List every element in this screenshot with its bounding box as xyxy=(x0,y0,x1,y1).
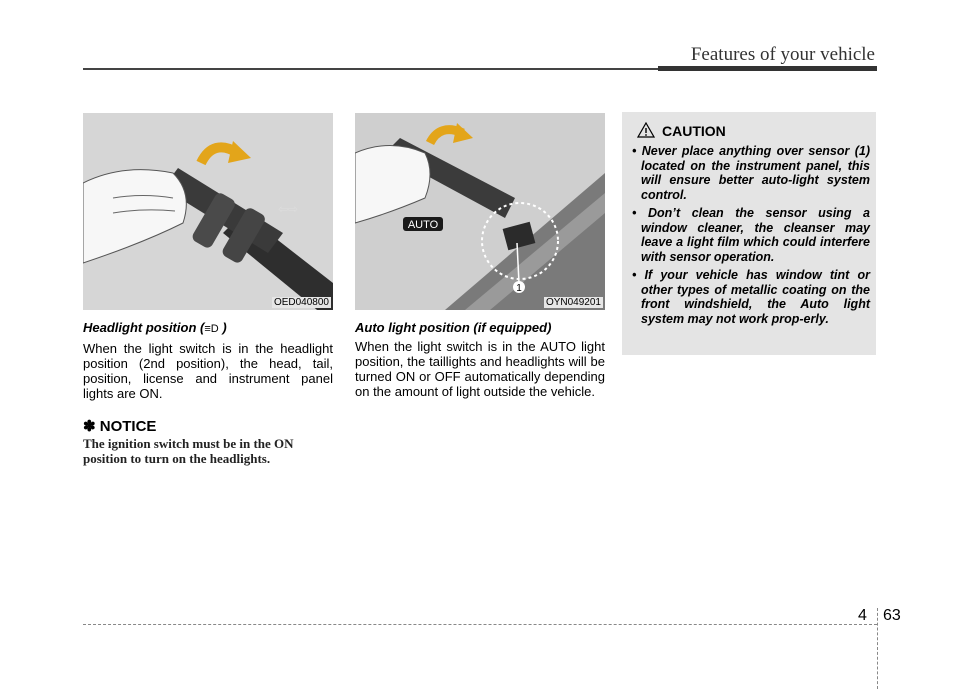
auto-label: AUTO xyxy=(407,219,439,231)
warning-triangle-icon xyxy=(637,122,655,138)
page-number: 63 xyxy=(883,607,901,624)
headlight-subheading: Headlight position (≡D ) xyxy=(83,320,227,335)
chapter-number: 4 xyxy=(858,607,867,624)
svg-text:⇦⇨: ⇦⇨ xyxy=(278,202,299,216)
auto-light-illustration xyxy=(355,113,605,310)
auto-light-figure xyxy=(355,113,605,310)
auto-light-subheading: Auto light position (if equipped) xyxy=(355,320,552,335)
page-separator xyxy=(877,608,878,689)
sensor-callout-number: 1 xyxy=(516,283,522,294)
caution-item: • Don’t clean the sensor using a window cleaner, the cleanser may leave a light film which could interfere with sensor operation. xyxy=(632,206,870,264)
running-header: Features of your vehicle xyxy=(690,44,875,65)
headlight-switch-figure xyxy=(83,113,333,310)
notice-text: The ignition switch must be in the ON position to turn on the headlights. xyxy=(83,436,294,466)
figure-code: OED040800 xyxy=(273,297,329,308)
headlight-paragraph: When the light switch is in the headlight position (2nd position), the head, tail, position, license and instrument panel lights are ON. xyxy=(83,341,333,401)
middle-column xyxy=(355,320,605,399)
auto-light-paragraph: When the light switch is in the AUTO light position, the taillights and headlights will be turned ON or OFF automatically depending on the amount of light outside the vehicle. xyxy=(355,339,605,399)
caution-box xyxy=(622,112,876,355)
footer-rule xyxy=(83,624,877,625)
caution-list xyxy=(630,144,870,330)
caution-title: CAUTION xyxy=(662,123,726,139)
notice-heading: ✽ NOTICE xyxy=(83,418,157,435)
header-rule-accent xyxy=(658,66,877,71)
caution-item: • Never place anything over sensor (1) located on the instrument panel, this will ensure better auto-light system control. xyxy=(632,144,870,202)
figure-code: OYN049201 xyxy=(545,297,601,308)
light-switch-illustration xyxy=(83,113,333,310)
headlight-icon: ≡D xyxy=(204,323,219,335)
left-column xyxy=(83,320,333,466)
caution-item: • If your vehicle has window tint or other types of metallic coating on the front windshield, the Auto light system may not work prop-erly. xyxy=(632,268,870,326)
